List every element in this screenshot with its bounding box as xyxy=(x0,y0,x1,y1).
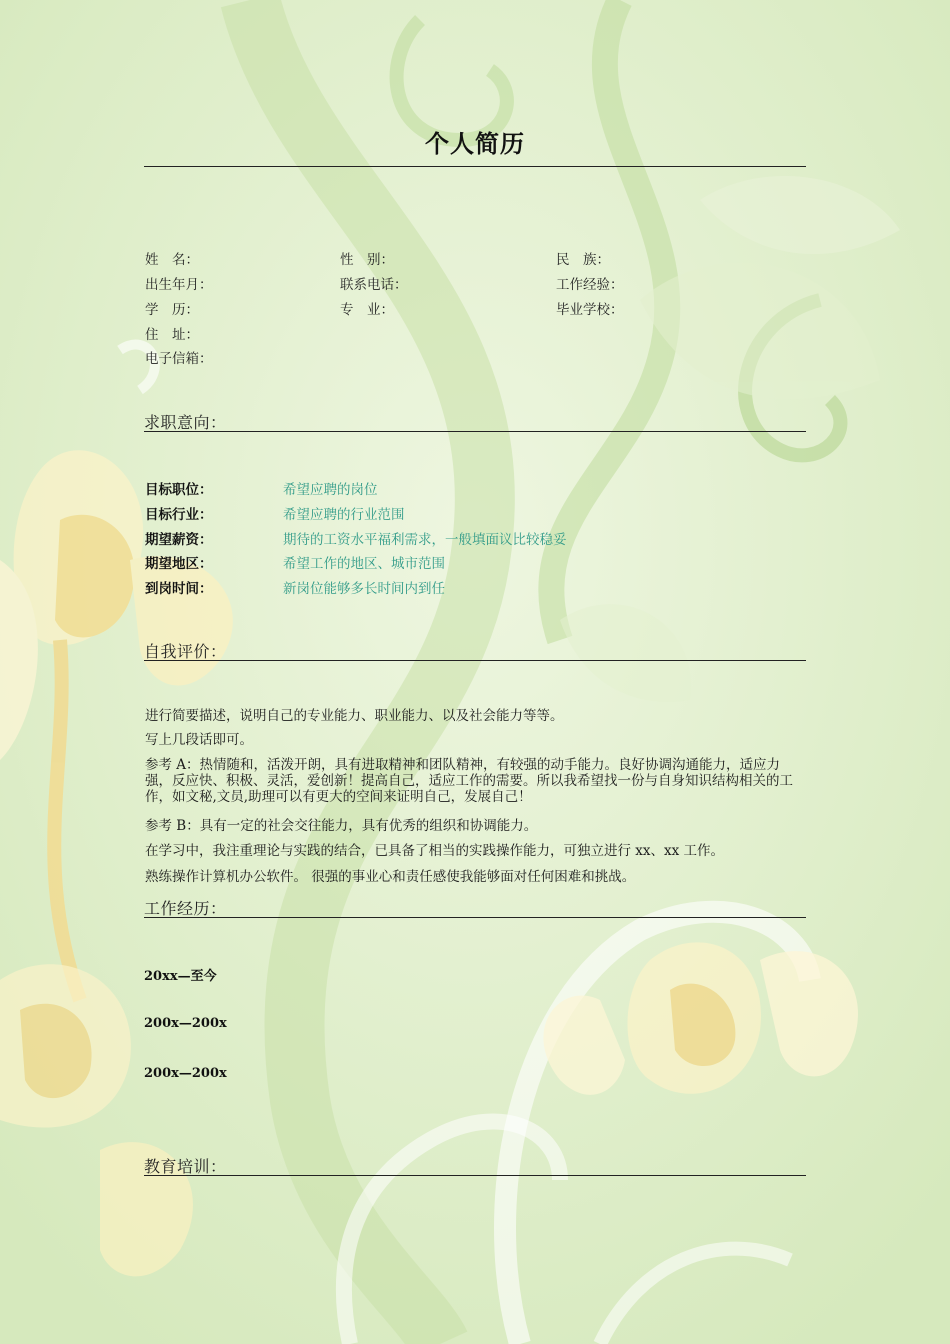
target-industry-value: 希望应聘的行业范围 xyxy=(283,507,405,523)
address-label: 住 址： xyxy=(145,327,199,343)
major-label: 专 业： xyxy=(340,302,394,318)
phone-label: 联系电话： xyxy=(340,277,408,293)
work-experience-heading: 工作经历： xyxy=(144,899,227,918)
expected-salary-label: 期望薪资： xyxy=(145,532,213,548)
self-evaluation-paragraph: 参考 B：具有一定的社会交往能力，具有优秀的组织和协调能力。 xyxy=(145,818,538,834)
work-experience-divider xyxy=(144,917,806,918)
self-evaluation-divider xyxy=(144,660,806,661)
target-position-value: 希望应聘的岗位 xyxy=(283,482,378,498)
title-divider xyxy=(144,166,806,167)
self-evaluation-heading: 自我评价： xyxy=(144,642,227,661)
education-heading: 教育培训： xyxy=(144,1157,227,1176)
email-label: 电子信箱： xyxy=(145,351,213,367)
work-experience-label: 工作经验： xyxy=(556,277,624,293)
birth-date-label: 出生年月： xyxy=(145,277,213,293)
education-divider xyxy=(144,1175,806,1176)
start-time-value: 新岗位能够多长时间内到任 xyxy=(283,581,445,597)
target-industry-label: 目标行业： xyxy=(145,507,213,523)
page-title: 个人简历 xyxy=(425,129,525,158)
expected-salary-value: 期待的工资水平福利需求，一般填面议比较稳妥 xyxy=(283,532,567,548)
name-label: 姓 名： xyxy=(145,252,199,268)
job-intent-heading: 求职意向： xyxy=(144,413,227,432)
self-evaluation-paragraph: 熟练操作计算机办公软件。 很强的事业心和责任感使我能够面对任何困难和挑战。 xyxy=(145,869,636,885)
work-period: 20xx—至今 xyxy=(144,969,217,984)
work-period: 200x—200x xyxy=(144,1066,227,1081)
self-evaluation-paragraph: 参考 A：热情随和，活泼开朗，具有进取精神和团队精神，有较强的动手能力。良好协调沟通能力，适应力强，反应快、积极、灵活，爱创新！提高自己，适应工作的需要。所以我希望找一份与自身知识结构相关的工作，如文秘,文员,助理可以有更大的空间来证明自己，发展自己！ xyxy=(145,757,793,805)
self-evaluation-paragraph: 写上几段话即可。 xyxy=(145,732,253,748)
expected-region-label: 期望地区： xyxy=(145,556,213,572)
expected-region-value: 希望工作的地区、城市范围 xyxy=(283,556,445,572)
start-time-label: 到岗时间： xyxy=(145,581,213,597)
self-evaluation-paragraph: 进行简要描述，说明自己的专业能力、职业能力、以及社会能力等等。 xyxy=(145,708,564,724)
work-period: 200x—200x xyxy=(144,1016,227,1031)
education-level-label: 学 历： xyxy=(145,302,199,318)
job-intent-divider xyxy=(144,431,806,432)
target-position-label: 目标职位： xyxy=(145,482,213,498)
ethnicity-label: 民 族： xyxy=(556,252,610,268)
school-label: 毕业学校： xyxy=(556,302,624,318)
self-evaluation-paragraph: 在学习中，我注重理论与实践的结合，已具备了相当的实践操作能力，可独立进行 xx、xx 工作。 xyxy=(145,843,725,859)
gender-label: 性 别： xyxy=(340,252,394,268)
